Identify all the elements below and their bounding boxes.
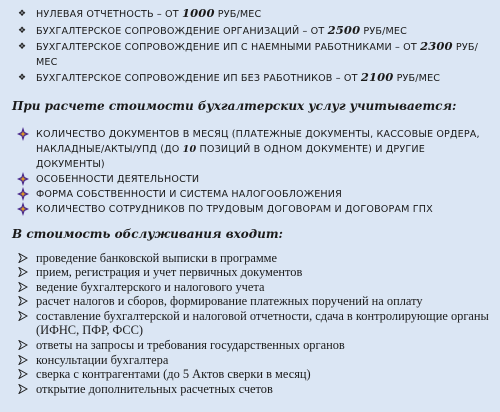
service-item bbox=[12, 251, 490, 266]
service-item bbox=[12, 280, 490, 295]
arrow-bullet-icon bbox=[18, 311, 28, 321]
service-text: ведение бухгалтерского и налогового учета bbox=[36, 279, 265, 294]
price-unit: РУБ/МЕС bbox=[36, 42, 478, 68]
price-unit: РУБ/МЕС bbox=[393, 73, 441, 84]
price-text: БУХГАЛТЕРСКОЕ СОПРОВОЖДЕНИЕ ОРГАНИЗАЦИЙ – ОТ bbox=[36, 25, 328, 37]
arrow-bullet-icon bbox=[18, 355, 28, 365]
price-list bbox=[12, 6, 490, 87]
star-bullet-icon bbox=[17, 127, 29, 141]
price-item bbox=[12, 6, 490, 23]
star-bullet-icon bbox=[17, 172, 29, 186]
service-text: расчет налогов и сборов, формирование платежных поручений на оплату bbox=[36, 294, 423, 309]
service-text: открытие дополнительных расчетных счетов bbox=[36, 381, 273, 396]
price-amount: 1000 bbox=[181, 6, 215, 20]
price-item bbox=[12, 23, 490, 40]
factor-text: ОСОБЕННОСТИ ДЕЯТЕЛЬНОСТИ bbox=[36, 173, 200, 185]
price-text: БУХГАЛТЕРСКОЕ СОПРОВОЖДЕНИЕ ИП БЕЗ РАБОТНИКОВ – ОТ bbox=[36, 73, 361, 84]
services-heading: В стоимость обслуживания входит: bbox=[12, 226, 283, 241]
arrow-bullet-icon bbox=[18, 253, 28, 263]
service-item bbox=[12, 338, 490, 353]
price-text: НУЛЕВАЯ ОТЧЕТНОСТЬ – ОТ bbox=[36, 9, 182, 20]
service-item bbox=[12, 382, 490, 397]
factor-item bbox=[12, 172, 490, 187]
arrow-bullet-icon bbox=[18, 282, 28, 292]
service-text: прием, регистрация и учет первичных документов bbox=[36, 265, 303, 280]
factor-text: ФОРМА СОБСТВЕННОСТИ И СИСТЕМА НАЛОГООБЛОЖЕНИЯ bbox=[36, 188, 342, 200]
service-item bbox=[12, 294, 490, 309]
service-item bbox=[12, 265, 490, 280]
arrow-bullet-icon bbox=[18, 296, 28, 306]
arrow-bullet-icon bbox=[18, 369, 28, 379]
service-item bbox=[12, 367, 490, 382]
price-amount: 2100 bbox=[360, 70, 394, 84]
factor-number: 10 bbox=[182, 143, 197, 155]
service-list bbox=[12, 251, 490, 397]
star-bullet-icon bbox=[17, 202, 29, 216]
factor-list bbox=[12, 127, 490, 217]
price-unit: РУБ/МЕС bbox=[360, 25, 407, 37]
price-item bbox=[12, 39, 490, 70]
service-text: составление бухгалтерской и налоговой отчетности, сдача в контролирующие органы (ИФНС, ПФР, ФСС) bbox=[36, 308, 489, 338]
factors-heading: При расчете стоимости бухгалтерских услуг учитывается: bbox=[12, 98, 457, 113]
service-text: консультации бухгалтера bbox=[36, 352, 169, 367]
factor-text: КОЛИЧЕСТВО СОТРУДНИКОВ ПО ТРУДОВЫМ ДОГОВОРАМ И ДОГОВОРАМ ГПХ bbox=[36, 203, 433, 215]
arrow-bullet-icon bbox=[18, 340, 28, 350]
star-bullet-icon bbox=[17, 187, 29, 201]
service-item bbox=[12, 353, 490, 368]
service-text: сверка с контрагентами (до 5 Актов сверки в месяц) bbox=[36, 367, 311, 382]
service-item bbox=[12, 309, 490, 338]
diamond-bullet-icon: ❖ bbox=[18, 73, 27, 83]
price-text: БУХГАЛТЕРСКОЕ СОПРОВОЖДЕНИЕ ИП С НАЕМНЫМИ РАБОТНИКАМИ – ОТ bbox=[36, 42, 421, 53]
diamond-bullet-icon: ❖ bbox=[18, 42, 27, 52]
price-item bbox=[12, 70, 490, 87]
price-amount: 2500 bbox=[327, 22, 361, 37]
factor-item bbox=[12, 202, 490, 217]
arrow-bullet-icon bbox=[18, 384, 28, 394]
price-unit: РУБ/МЕС bbox=[214, 9, 262, 20]
factor-text: КОЛИЧЕСТВО ДОКУМЕНТОВ В МЕСЯЦ (ПЛАТЕЖНЫЕ ДОКУМЕНТЫ, КАССОВЫЕ ОРДЕРА, НАКЛАДНЫЕ/АКТЫ/УПД (ДО bbox=[36, 128, 480, 155]
service-text: ответы на запросы и требования государственных органов bbox=[36, 338, 345, 353]
factor-item bbox=[12, 127, 490, 172]
price-amount: 2300 bbox=[420, 39, 453, 53]
diamond-bullet-icon: ❖ bbox=[18, 25, 27, 36]
factor-item bbox=[12, 187, 490, 202]
diamond-bullet-icon: ❖ bbox=[18, 9, 27, 19]
factor-text-continued: ПОЗИЦИЙ В ОДНОМ ДОКУМЕНТЕ) И ДРУГИЕ ДОКУМЕНТЫ) bbox=[36, 143, 425, 170]
arrow-bullet-icon bbox=[18, 267, 28, 277]
service-text: проведение банковской выписки в программе bbox=[36, 250, 278, 265]
